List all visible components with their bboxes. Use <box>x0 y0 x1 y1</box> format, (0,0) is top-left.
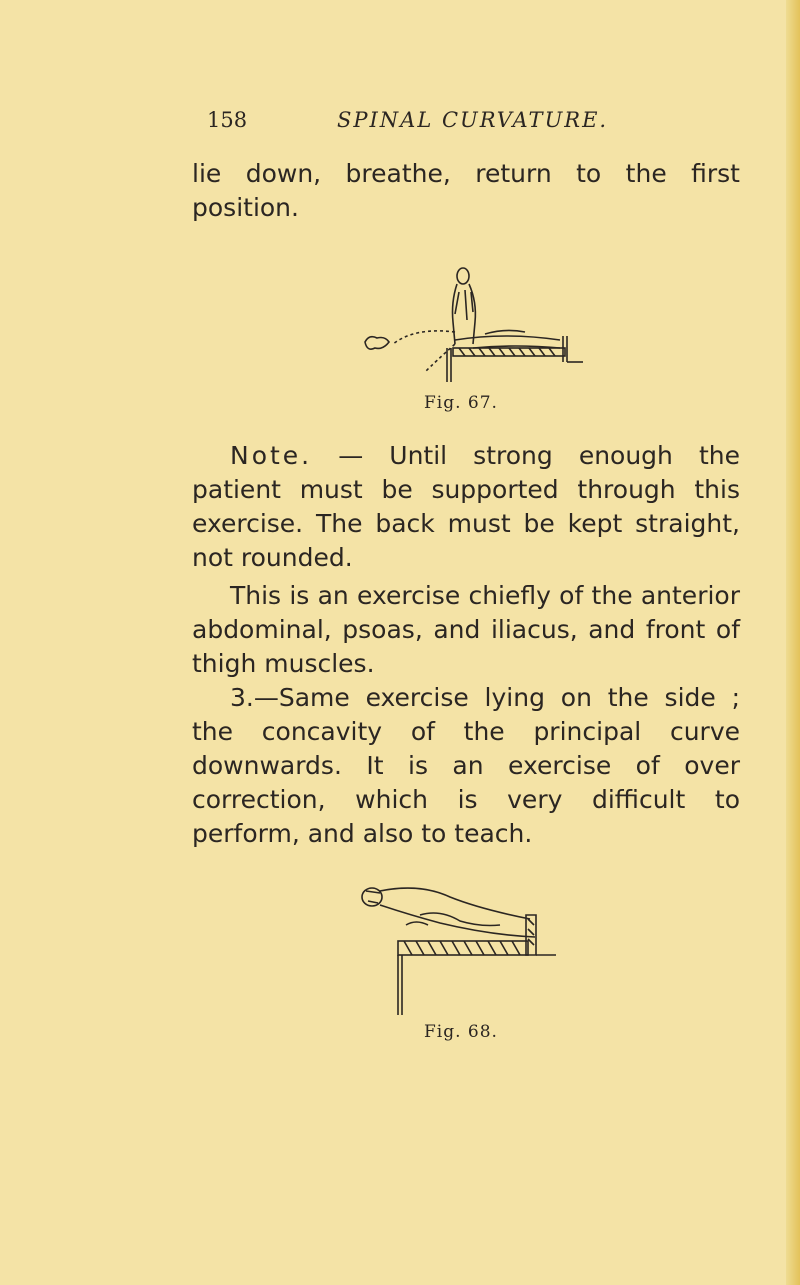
page-header <box>207 108 627 142</box>
page-number: 158 <box>207 108 248 132</box>
paragraph-exercise-description: This is an exercise chiefly of the anterior abdominal, psoas, and iliacus, and front of thigh muscles. <box>192 581 740 678</box>
paragraph-note <box>192 439 740 575</box>
note-label: Note. <box>230 441 313 470</box>
note-text: — Until strong enough the patient must be supported through this exercise. The back must be kept straight, not rounded. <box>192 441 740 572</box>
figure-67-caption: Fig. 67. <box>424 393 498 413</box>
page-edge <box>786 0 800 1285</box>
running-title: SPINAL CURVATURE. <box>337 108 609 132</box>
paragraph-exercise-3: 3.—Same exercise lying on the side ; the concavity of the principal curve downwards. It is an exercise of over correction, which is very difficult to perform, and also to teach. <box>192 683 740 848</box>
figure-67-illustration <box>355 262 585 382</box>
figure-68-illustration <box>340 875 560 1015</box>
paragraph-continuation: lie down, breathe, return to the first position. <box>192 159 740 222</box>
figure-68-caption: Fig. 68. <box>424 1022 498 1042</box>
